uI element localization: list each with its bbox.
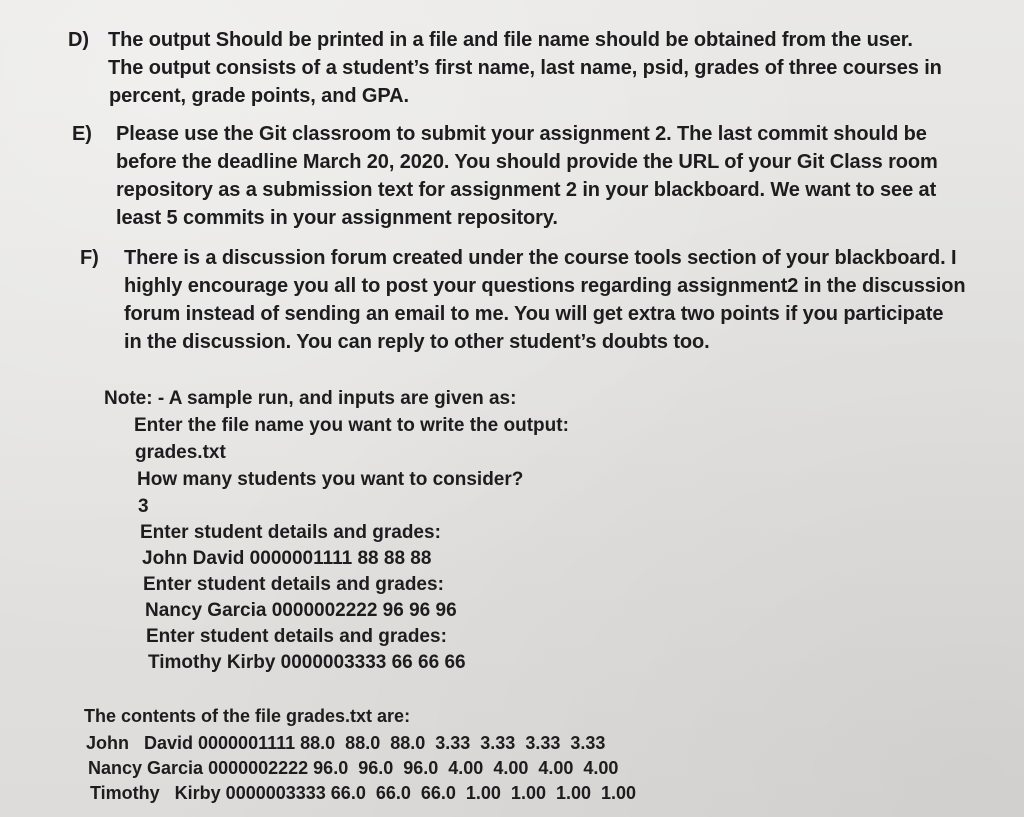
text-line: before the deadline March 20, 2020. You should provide the URL of your Git Class room [116,151,938,173]
text-line: The output Should be printed in a file and file name should be obtained from the user. [108,29,913,51]
note-heading: Note: - A sample run, and inputs are given as: [104,388,517,409]
list-marker: F) [80,247,99,269]
sample-run-line: Enter the file name you want to write the output: [134,415,569,436]
text-line: in the discussion. You can reply to other student’s doubts too. [124,331,710,353]
sample-run-line: John David 0000001111 88 88 88 [142,548,432,569]
list-item-text [108,26,942,110]
list-marker: D) [68,29,89,51]
contents-row: John David 0000001111 88.0 88.0 88.0 3.33 3.33 3.33 3.33 [86,733,606,753]
contents-row: Timothy Kirby 0000003333 66.0 66.0 66.0 1.00 1.00 1.00 1.00 [90,783,637,803]
list-item-text [124,244,965,356]
text-line: Please use the Git classroom to submit your assignment 2. The last commit should be [116,123,927,145]
contents-heading: The contents of the file grades.txt are: [84,706,411,726]
sample-run-line: grades.txt [135,442,226,463]
list-item-text [116,120,938,232]
sample-run-line: How many students you want to consider? [137,469,524,490]
text-line: highly encourage you all to post your questions regarding assignment2 in the discussion [124,275,966,297]
sample-run-line: Nancy Garcia 0000002222 96 96 96 [145,600,457,621]
sample-run-line: 3 [138,496,149,517]
sample-run-line: Enter student details and grades: [140,522,441,543]
text-line: There is a discussion forum created under the course tools section of your blackboard. I [124,247,957,269]
sample-run-line: Enter student details and grades: [146,626,447,647]
list-marker: E) [72,123,92,145]
text-line: repository as a submission text for assignment 2 in your blackboard. We want to see at [116,179,937,201]
contents-row: Nancy Garcia 0000002222 96.0 96.0 96.0 4.00 4.00 4.00 4.00 [88,758,619,778]
sample-run-line: Enter student details and grades: [143,574,444,595]
text-line: The output consists of a student’s first name, last name, psid, grades of three courses in [108,57,942,79]
text-line: percent, grade points, and GPA. [109,85,409,107]
text-line: least 5 commits in your assignment repository. [116,207,558,229]
sample-run-line: Timothy Kirby 0000003333 66 66 66 [148,652,466,673]
text-line: forum instead of sending an email to me. You will get extra two points if you participate [124,303,944,325]
